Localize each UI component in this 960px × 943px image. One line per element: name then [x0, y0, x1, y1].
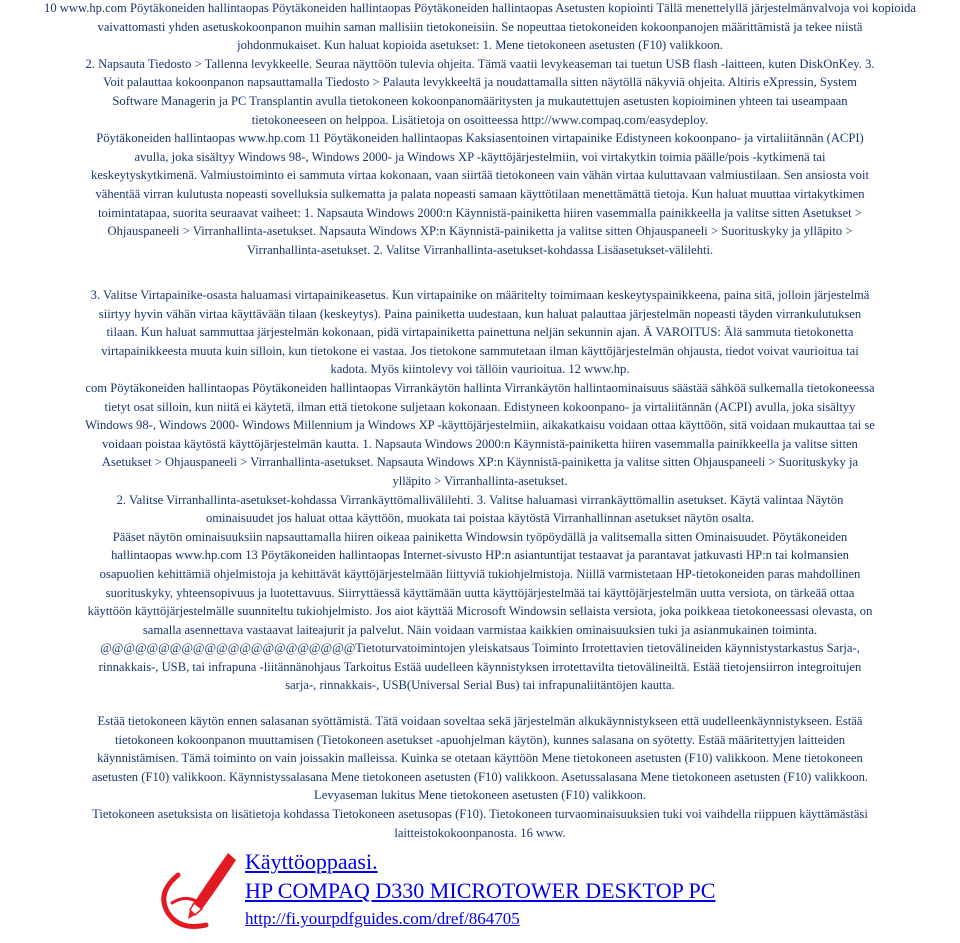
guides-link-title[interactable]: Käyttöoppaasi. — [245, 849, 378, 874]
text-block-power-management: 3. Valitse Virtapainike-osasta haluamasi virtapainikeasetus. Kun virtapainike on määritelty toimimaan keskeytyspainikkeena, paina sitä, jolloin järjestelmä siirtyy hyvin vähän virtaa käyttävään tilaan (keskeytys). Paina painiketta uudestaan, kun haluat palauttaa järjestelmän nopeasti täyden virrankulutuksen tilaan. Kun haluat sammuttaa järjestelmän kokonaan, pidä virtapainiketta painettuna neljän sekunnin ajan. Ä VAROITUS: Älä sammuta tietokonetta virtapainikkeesta muuta kuin silloin, kun tietokone ei vastaa. Jos tietokone sammutetaan ilman käyttöjärjestelmän ohjausta, tiedot voivat vaurioitua tai kadota. Myös kiintolevy voi tällöin vaurioitua. 12 www.hp. com Pöytäkoneiden hallintaopas Pöytäkoneiden hallintaopas Virrankäytön hallinta Virrankäytön hallintaominaisuus säästää sähköä sulkemalla tietokoneessa tietyt osat silloin, kun niitä ei käytetä, ilman että tietokone suljetaan kokonaan. Edistyneen kokoonpano- ja virtaliitännän (ACPI) avulla, joka sisältyy Windows 98-, Windows 2000- Windows Millennium ja Windows XP -käyttöjärjestelmiin, aikakatkaisu voidaan ottaa käyttöön, sitä voidaan mukauttaa tai se voidaan poistaa käytöstä käyttöjärjestelmän kautta. 1. Napsauta Windows 2000:n Käynnistä-painiketta hiiren vasemmalla painikkeella ja valitse sitten Asetukset > Ohjauspaneeli > Virranhallinta-asetukset. Napsauta Windows XP:n Käynnistä-painiketta ja valitse sitten Ohjauspaneeli > Suorituskyky ja ylläpito > Virranhallinta-asetukset. 2. Valitse Virranhallinta-asetukset-kohdassa Virrankäyttömallivälilehti. 3. Valitse haluamasi virrankäyttömallin asetukset. Käytä valintaa Näytön ominaisuudet jos haluat ottaa käyttöön, muokata tai poistaa käytöstä Virranhallinnan asetukset näytön osalta. Pääset näytön ominaisuuksiin napsauttamalla hiiren oikeaa painiketta Windowsin työpöydällä ja valitsemalla sitten Ominaisuudet. Pöytäkoneiden hallintaopas www.hp.com 13 Pöytäkoneiden hallintaopas Internet-sivusto HP:n asiantuntijat testaavat ja parantavat jatkuvasti HP:n tai kolmansien osapuolien kehittämiä ohjelmistoja ja kehittävät käyttöjärjestelmään liittyviä tukiohjelmistoja. Niillä varmistetaan HP-tietokoneiden paras mahdollinen suorituskyky, yhteensopivuus ja luotettavuus. Siirryttäessä käyttämään uutta käyttöjärjestelmää tai käyttöjärjestelmän uutta versiota, on tärkeää ottaa käyttöön käyttöjärjestelmälle suunniteltu tukiohjelmisto. Jos aiot käyttää Microsoft Windowsin sellaista versiota, joka poikkeaa tietokoneessasi olevasta, on samalla asennettava vastaavat laiteajurit ja palvelut. Näin voidaan varmistaa kaikkien ominaisuuksien tuki ja asianmukainen toiminta. @@@@@@@@@@@@@@@@@@@@@@Tietoturvatoimintojen yleiskatsaus Toiminto Irrotettavien tietovälineiden käynnistystarkastus Sarja-, rinnakkais-, USB, tai infrapuna -liitännänohjaus Tarkoitus Estää uudelleen käynnistyksen irrotettavilta tietovälineiltä. Estää tietojensiirron integroitujen sarja-, rinnakkais-, USB(Universal Serial Bus) tai infrapunaliitäntöjen kautta. — [85, 288, 875, 693]
pen-icon — [150, 843, 240, 943]
text-block-power-copy: 10 www.hp.com Pöytäkoneiden hallintaopas Pöytäkoneiden hallintaopas Pöytäkoneiden hallintaopas Asetusten kopiointi Tällä menettelyllä järjestelmänvalvoja voi kopioida vaivattomasti yhden asetuskokoonpanon muihin saman mallisiin tietokoneisiin. Se nopeuttaa tietokoneiden kokoonpanojen määrittämistä ja tekee niistä johdonmukaiset. Kun haluat kopioida asetukset: 1. Mene tietokoneen asetusten (F10) valikkoon. 2. Napsauta Tiedosto > Tallenna levykkeelle. Seuraa näyttöön tulevia ohjeita. Tämä vaatii levykeaseman tai tuetun USB flash -laitteen, kuten DiskOnKey. 3. Voit palauttaa kokoonpanon napsauttamalla Tiedosto > Palauta levykkeeltä ja noudattamalla sitten näytöllä näkyviä ohjeita. Altiris eXpressin, System Software Managerin ja PC Transplantin avulla tietokoneen kokoonpanomääritysten ja mukautettujen asetusten kopioiminen yhteen tai useampaan tietokoneeseen on helppoa. Lisätietoja on osoitteessa http://www.compaq.com/easydeploy. Pöytäkoneiden hallintaopas www.hp.com 11 Pöytäkoneiden hallintaopas Kaksiasentoinen virtapainike Edistyneen kokoonpano- ja virtaliitännän (ACPI) avulla, joka sisältyy Windows 98-, Windows 2000- ja Windows XP -käyttöjärjestelmiin, voi virtakytkin toimia päälle/pois -kytkimenä tai keskeytyskytkimenä. Valmiustoiminto ei sammuta virtaa kokonaan, vaan siirtää tietokoneen vain vähän virtaa kuluttavaan valmiustilaan. Sen ansiosta voit vähentää virran kulutusta nopeasti sovelluksia sulkematta ja palata nopeasti samaan käyttötilaan menettämättä tietoja. Kun haluat muuttaa virtakytkimen toimintatapaa, suorita seuraavat vaiheet: 1. Napsauta Windows 2000:n Käynnistä-painiketta hiiren vasemmalla painikkeella ja valitse sitten Asetukset > Ohjauspaneeli > Virranhallinta-asetukset. Napsauta Windows XP:n Käynnistä-painiketta ja valitse sitten Ohjauspaneeli > Suorituskyky ja ylläpito > Virranhallinta-asetukset. 2. Valitse Virranhallinta-asetukset-kohdassa Lisäasetukset-välilehti. — [44, 1, 916, 257]
guide-url-link[interactable]: http://fi.yourpdfguides.com/dref/864705 — [245, 909, 520, 928]
guide-footer — [150, 843, 950, 943]
product-link-title[interactable]: HP COMPAQ D330 MICROTOWER DESKTOP PC — [245, 878, 716, 903]
text-block-security: Estää tietokoneen käytön ennen salasanan syöttämistä. Tätä voidaan soveltaa sekä järjestelmän alkukäynnistykseen että uudelleenkäynnistykseen. Estää tietokoneen kokoonpanon muuttamisen (Tietokoneen asetukset -apuohjelman käytön), kunnes salasana on syötetty. Estää määritettyjen laitteiden käynnistämisen. Tämä toiminto on vain joissakin malleissa. Kuinka se otetaan käyttöön Mene tietokoneen asetusten (F10) valikkoon. Mene tietokoneen asetusten (F10) valikkoon. Käynnistyssalasana Mene tietokoneen asetusten (F10) valikkoon. Asetussalasana Mene tietokoneen asetusten (F10) valikkoon. Levyaseman lukitus Mene tietokoneen asetusten (F10) valikkoon. Tietokoneen asetuksista on lisätietoja kohdassa Tietokoneen asetusopas (F10). Tietokoneen turvaominaisuuksien tuki voi vaihdella riippuen käyttämästäsi laitteistokokoonpanosta. 16 www. — [91, 714, 869, 840]
